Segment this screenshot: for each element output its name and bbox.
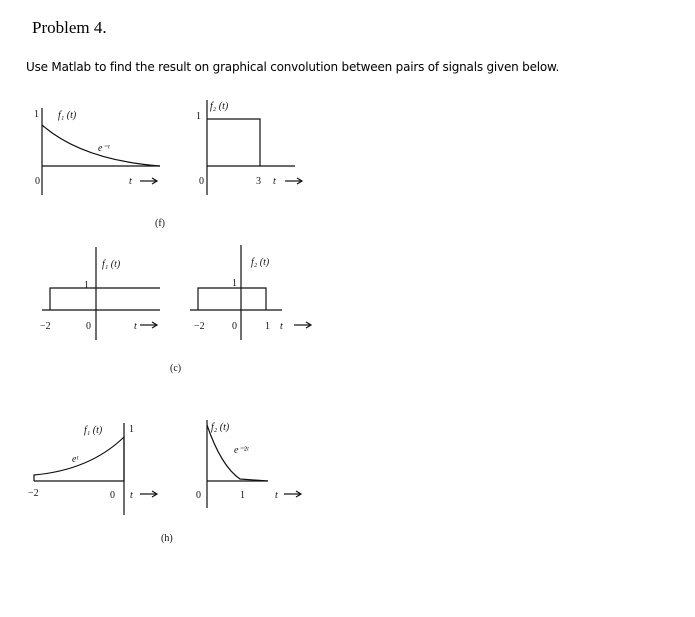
label-t: t [275, 490, 278, 501]
label-tick-1: 1 [265, 321, 270, 332]
label-t: t [134, 321, 137, 332]
label-one: 1 [129, 424, 134, 435]
rect-pulse [207, 119, 260, 166]
plot-h-f1 [34, 423, 157, 515]
plot-c-f1 [42, 247, 160, 340]
label-one: 1 [34, 109, 39, 120]
label-tick-neg2: −2 [40, 321, 51, 332]
plot-f-f2 [207, 100, 302, 195]
rect-pulse [198, 288, 266, 310]
label-f1: f₁ (t) [58, 110, 77, 121]
label-zero: 0 [232, 321, 237, 332]
exp-growth-curve [34, 437, 124, 481]
label-t: t [130, 490, 133, 501]
label-f2: f₂ (t) [251, 257, 270, 268]
label-tick-1: 1 [240, 490, 245, 501]
label-zero: 0 [199, 176, 204, 187]
label-exp-decay-2t: e⁻²ᵗ [234, 445, 249, 456]
label-f1: f₁ (t) [84, 425, 103, 436]
label-zero: 0 [86, 321, 91, 332]
problem-title: Problem 4. [32, 18, 107, 37]
caption-c: (c) [170, 363, 182, 374]
label-t: t [129, 176, 132, 187]
label-zero: 0 [196, 490, 201, 501]
problem-instruction: Use Matlab to find the result on graphical convolution between pairs of signals given below. [26, 60, 560, 74]
label-f2: f₂ (t) [210, 101, 229, 112]
label-f1: f₁ (t) [102, 259, 121, 270]
label-one: 1 [232, 278, 237, 289]
label-one: 1 [196, 111, 201, 122]
label-zero: 0 [35, 176, 40, 187]
step-signal [50, 288, 160, 310]
label-tick-3: 3 [256, 176, 261, 187]
plot-h-f2 [207, 420, 301, 508]
label-f2: f₂ (t) [211, 422, 230, 433]
label-zero: 0 [110, 490, 115, 501]
label-tick-neg2: −2 [194, 321, 205, 332]
label-t: t [280, 321, 283, 332]
label-exp-decay: e⁻ᵗ [98, 143, 110, 154]
caption-h: (h) [161, 533, 173, 544]
label-t: t [273, 176, 276, 187]
label-one: 1 [84, 280, 89, 291]
label-tick-neg2: −2 [28, 488, 39, 499]
label-exp-growth: eᵗ [72, 454, 79, 465]
caption-f: (f) [155, 218, 165, 229]
